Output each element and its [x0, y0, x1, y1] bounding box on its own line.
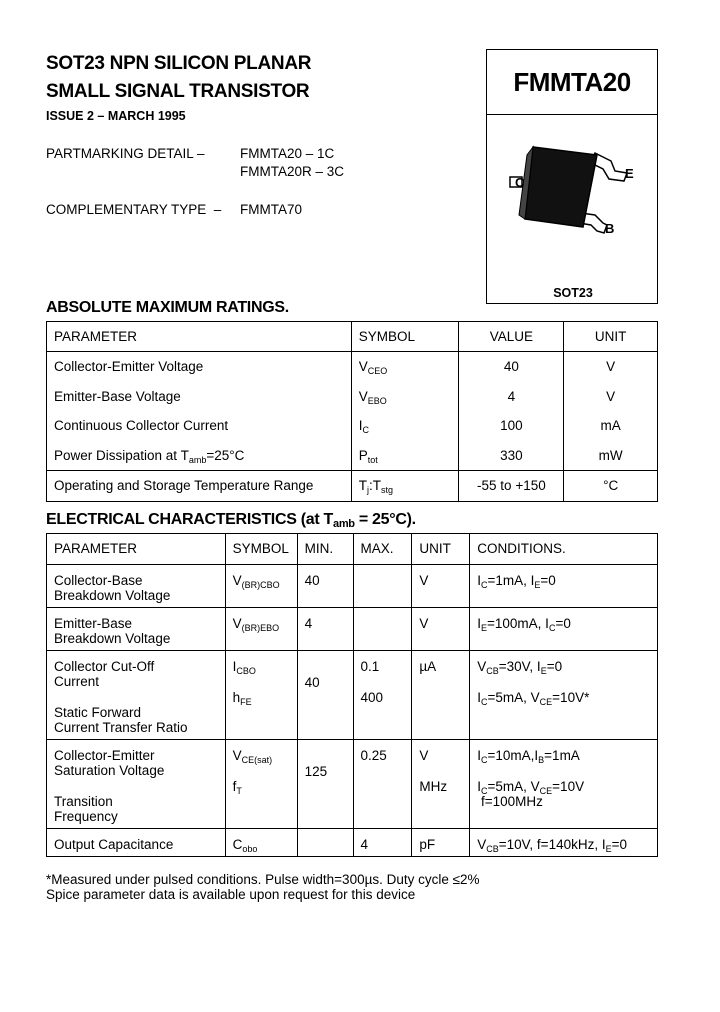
conditions: $I_C=5mA$, $V_{CE}=10V$ f=100MHz	[477, 779, 585, 809]
value: 40	[503, 359, 519, 374]
param: Collector-Base Breakdown Voltage	[54, 573, 171, 603]
unit: V	[606, 359, 616, 374]
unit: mW	[598, 447, 623, 463]
min: 4	[304, 616, 313, 631]
electrical-group-3	[47, 651, 658, 740]
sot23-package-drawing	[487, 115, 659, 304]
abs-max-title: ABSOLUTE MAXIMUM RATINGS.	[46, 299, 289, 316]
conditions: $I_E=100mA$, $I_C=0$	[477, 616, 571, 633]
pin-label-c: C	[515, 175, 525, 190]
header-parameter: PARAMETER	[47, 534, 226, 565]
min: 40	[304, 675, 320, 690]
max: 0.25	[360, 748, 387, 763]
max: 4	[360, 837, 369, 852]
unit: V	[419, 573, 429, 588]
header-symbol: SYMBOL	[225, 534, 297, 565]
unit: pF	[419, 837, 436, 852]
title-line-2: SMALL SIGNAL TRANSISTOR	[46, 81, 310, 102]
header-unit: UNIT	[412, 534, 470, 565]
conditions: $I_C=1mA$, $I_E=0$	[477, 573, 556, 590]
note-spice: Spice parameter data is available upon request for this device	[46, 887, 416, 902]
param: Emitter-Base Breakdown Voltage	[54, 616, 171, 646]
part-number: FMMTA20	[513, 66, 631, 97]
param: Collector-Emitter Voltage	[54, 359, 204, 374]
symbol: $h_{FE}$	[232, 690, 252, 707]
electrical-table	[46, 533, 658, 857]
value: -55 to +150	[477, 478, 546, 493]
param: Collector Cut-Off Current	[54, 659, 155, 689]
max: 400	[360, 690, 384, 705]
conditions: $V_{CB}=10V$, f=140kHz, $I_E=0$	[477, 837, 628, 854]
symbol: $f_T$	[232, 779, 242, 796]
symbol: $V_{EBO}$	[358, 388, 387, 406]
symbol: $C_{obo}$	[232, 837, 258, 854]
pin-label-e: E	[625, 166, 634, 181]
unit: °C	[603, 478, 619, 493]
param: Static Forward Current Transfer Ratio	[54, 705, 188, 735]
header-symbol: SYMBOL	[351, 322, 459, 352]
unit: µA	[419, 659, 437, 674]
abs-max-group-2	[47, 471, 658, 502]
param: Transition Frequency	[54, 794, 118, 824]
electrical-group-2	[47, 608, 658, 651]
symbol: $V_{(BR)EBO}$	[232, 616, 280, 633]
value: 4	[507, 388, 516, 404]
symbol: $V_{(BR)CBO}$	[232, 573, 280, 590]
unit: MHz	[419, 779, 448, 794]
electrical-header-row	[47, 534, 658, 565]
header-conditions: CONDITIONS.	[470, 534, 658, 565]
symbol: $I_C$	[358, 418, 370, 435]
electrical-group-5	[47, 829, 658, 857]
symbol: $P_{tot}$	[358, 447, 378, 465]
abs-max-table	[46, 321, 658, 502]
symbol: $I_{CBO}$	[232, 659, 256, 676]
partmarking-value-1: FMMTA20 – 1C	[240, 146, 335, 161]
unit: mA	[600, 418, 621, 433]
notes	[46, 872, 480, 902]
conditions: $V_{CB}=30V$, $I_E=0$	[477, 659, 563, 676]
max: 0.1	[360, 659, 380, 674]
electrical-title: ELECTRICAL CHARACTERISTICS (at $T_{amb} = 25^\circ C$).	[46, 511, 416, 530]
header-parameter: PARAMETER	[47, 322, 352, 352]
param: Output Capacitance	[54, 837, 174, 852]
part-number-box	[486, 49, 658, 115]
title-line-1: SOT23 NPN SILICON PLANAR	[46, 53, 312, 74]
header-value: VALUE	[459, 322, 564, 352]
symbol: $V_{CE(sat)}$	[232, 748, 273, 765]
electrical-group-1	[47, 565, 658, 608]
param: Operating and Storage Temperature Range	[54, 478, 314, 493]
issue-date: ISSUE 2 – MARCH 1995	[46, 109, 186, 123]
partmarking-value-2: FMMTA20R – 3C	[240, 164, 345, 179]
note-pulsed: *Measured under pulsed conditions. Pulse width=300µs. Duty cycle ≤2%	[46, 872, 480, 887]
header-min: MIN.	[297, 534, 353, 565]
partmarking-label: PARTMARKING DETAIL –	[46, 146, 205, 161]
conditions: $I_C=5mA$, $V_{CE}=10V*$	[477, 690, 590, 707]
param: Collector-Emitter Saturation Voltage	[54, 748, 165, 778]
symbol: $V_{CEO}$	[358, 359, 388, 376]
min: 40	[304, 573, 320, 588]
header-max: MAX.	[353, 534, 412, 565]
param: Continuous Collector Current	[54, 418, 229, 433]
abs-max-header-row	[47, 322, 658, 352]
symbol: $T_j:T_{stg}$	[358, 478, 394, 495]
package-name: SOT23	[553, 286, 593, 300]
complementary-value: FMMTA70	[240, 202, 303, 217]
unit: V	[606, 388, 616, 404]
electrical-group-4	[47, 740, 658, 829]
min: 125	[304, 764, 328, 779]
value: 100	[500, 418, 523, 433]
complementary-label: COMPLEMENTARY TYPE –	[46, 202, 222, 217]
abs-max-group-1	[47, 352, 658, 471]
package-box	[486, 115, 658, 304]
param: Emitter-Base Voltage	[54, 388, 181, 404]
param: Power Dissipation at $T_{amb}=25^\circ C$	[54, 447, 245, 465]
pin-label-b: B	[605, 221, 615, 236]
header-unit: UNIT	[564, 322, 658, 352]
value: 330	[500, 447, 523, 463]
unit: V	[419, 616, 429, 631]
unit: V	[419, 748, 429, 763]
conditions: $I_C=10mA,I_B=1mA$	[477, 748, 580, 765]
